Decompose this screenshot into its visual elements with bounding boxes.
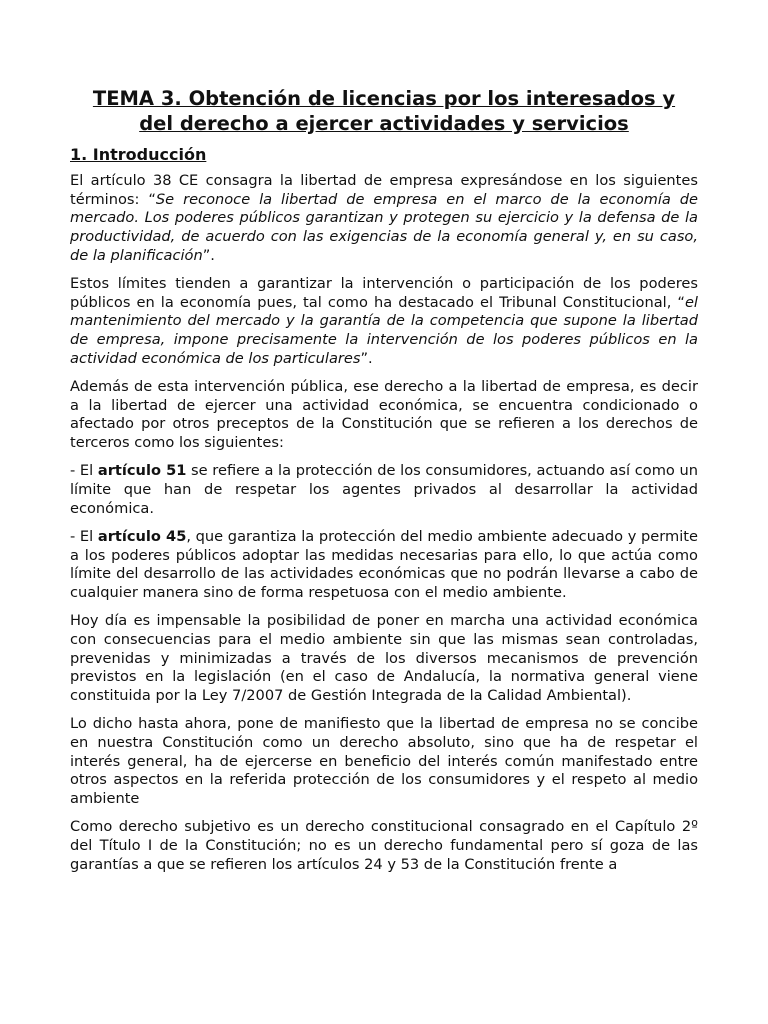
paragraph-2-quote: el mantenimiento del mercado y la garantía de la competencia que supone la libertad de empresa, impone precisamente la intervención de los poderes públicos en la actividad económica de los particulares: [70, 293, 698, 367]
document-title: [70, 86, 698, 136]
paragraph-5: [70, 528, 698, 603]
paragraph-6: Hoy día es impensable la posibilidad de poner en marcha una actividad económica con consecuencias para el medio ambiente sin que las mismas sean controladas, prevenidas y minimizadas a través de los diversos mecanismos de prevención previstos en la legislación (en el caso de Andalucía, la normativa general viene constituida por la Ley 7/2007 de Gestión Integrada de la Calidad Ambiental).: [70, 612, 698, 705]
paragraph-5-text: , que garantiza la protección del medio ambiente adecuado y permite a los poderes públicos adoptar las medidas necesarias para ello, lo que actúa como límite del desarrollo de las actividades económicas que no podrán llevarse a cabo de cualquier manera sino de forma respetuosa con el medio ambiente.: [70, 527, 698, 602]
paragraph-4-prefix: - El: [70, 462, 98, 480]
paragraph-8: Como derecho subjetivo es un derecho constitucional consagrado en el Capítulo 2º del Título I de la Constitución; no es un derecho fundamental pero sí goza de las garantías a que se refieren los artículos 24 y 53 de la Constitución frente a: [70, 818, 698, 873]
paragraph-1-end: ”.: [202, 246, 215, 264]
paragraph-1: [70, 172, 698, 266]
article-51-ref: artículo 51: [97, 462, 187, 480]
document-body: [70, 86, 698, 874]
title-line-1: TEMA 3. Obtención de licencias por los interesados y: [92, 87, 676, 110]
paragraph-4: [70, 462, 698, 518]
paragraph-2-end: ”.: [360, 349, 373, 367]
article-45-ref: artículo 45: [97, 527, 187, 545]
paragraph-5-prefix: - El: [70, 527, 98, 545]
paragraph-1-text: El artículo 38 CE consagra la libertad de empresa expresándose en los siguientes términos: “: [70, 172, 698, 208]
title-line-2: del derecho a ejercer actividades y servicios: [139, 112, 629, 135]
paragraph-2: [70, 275, 698, 369]
paragraph-4-text: se refiere a la protección de los consumidores, actuando así como un límite que han de respetar los agentes privados al desarrollar la actividad económica.: [70, 462, 698, 517]
section-heading: 1. Introducción: [70, 145, 207, 164]
paragraph-1-quote: Se reconoce la libertad de empresa en el marco de la economía de mercado. Los poderes públicos garantizan y protegen su ejercicio y la defensa de la productividad, de acuerdo con las exigencias de la economía general y, en su caso, de la planificación: [70, 190, 698, 264]
paragraph-7: Lo dicho hasta ahora, pone de manifiesto que la libertad de empresa no se concibe en nuestra Constitución como un derecho absoluto, sino que ha de respetar el interés general, ha de ejercerse en beneficio del interés común manifestado entre otros aspectos en la referida protección de los consumidores y el respeto al medio ambiente: [70, 715, 698, 808]
paragraph-3: Además de esta intervención pública, ese derecho a la libertad de empresa, es decir a la libertad de ejercer una actividad económica, se encuentra condicionado o afectado por otros preceptos de la Constitución que se refieren a los derechos de terceros como los siguientes:: [70, 378, 698, 452]
paragraph-2-text: Estos límites tienden a garantizar la intervención o participación de los poderes públicos en la economía pues, tal como ha destacado el Tribunal Constitucional, “: [70, 275, 698, 311]
